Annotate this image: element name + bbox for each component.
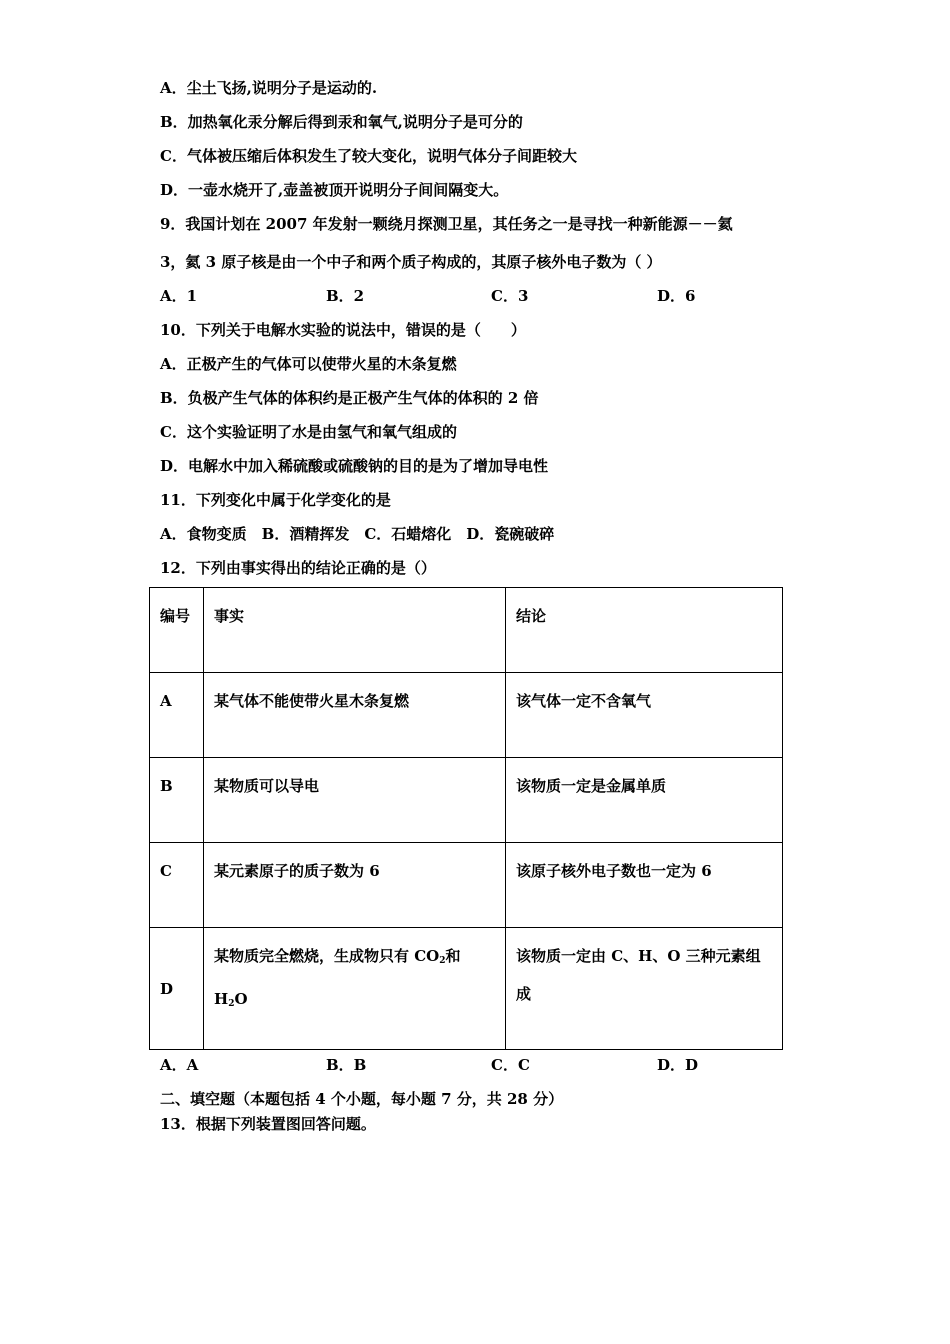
row-id: C <box>150 843 204 928</box>
q11-stem: 11．下列变化中属于化学变化的是 <box>160 491 391 509</box>
q10-option-a: A．正极产生的气体可以使带火星的木条复燃 <box>160 355 457 373</box>
table-header-row <box>150 588 783 673</box>
q9-option-b: B．2 <box>326 287 365 305</box>
fact-text-mid: 和 H <box>214 947 461 1008</box>
q12-stem: 12．下列由事实得出的结论正确的是（） <box>160 559 436 577</box>
table-row <box>150 843 783 928</box>
row-id: B <box>150 758 204 843</box>
q9-option-a: A．1 <box>160 287 198 305</box>
header-fact: 事实 <box>204 588 506 673</box>
row-conclusion: 该物质一定是金属单质 <box>506 758 783 843</box>
row-fact <box>204 928 506 1050</box>
q9-option-d: D．6 <box>657 287 696 305</box>
fact-text-post: O <box>234 990 248 1008</box>
row-conclusion: 该物质一定由 C、H、O 三种元素组成 <box>506 928 783 1050</box>
q12-facts-table <box>149 587 783 1050</box>
row-fact: 某元素原子的质子数为 6 <box>204 843 506 928</box>
q11-options: A．食物变质 B．酒精挥发 C．石蜡熔化 D．瓷碗破碎 <box>160 525 555 543</box>
q10-stem: 10．下列关于电解水实验的说法中，错误的是（ ） <box>160 321 526 339</box>
section-title: 二、填空题（本题包括 4 个小题，每小题 7 分，共 28 分） <box>160 1090 564 1108</box>
row-fact: 某物质可以导电 <box>204 758 506 843</box>
row-id: A <box>150 673 204 758</box>
q8-option-a: A．尘土飞扬,说明分子是运动的. <box>160 79 378 97</box>
q10-option-b: B．负极产生气体的体积约是正极产生气体的体积的 2 倍 <box>160 389 539 407</box>
table-row <box>150 673 783 758</box>
q8-option-d: D．一壶水烧开了,壶盖被顶开说明分子间间隔变大。 <box>160 181 509 199</box>
table-row <box>150 928 783 1050</box>
q12-option-b: B．B <box>326 1056 367 1074</box>
row-conclusion: 该气体一定不含氧气 <box>506 673 783 758</box>
q10-option-d: D．电解水中加入稀硫酸或硫酸钠的目的是为了增加导电性 <box>160 457 549 475</box>
h2o-subscript: 2 <box>228 999 235 1009</box>
co2-subscript: 2 <box>439 956 446 966</box>
fact-text-pre: 某物质完全燃烧，生成物只有 CO <box>214 947 440 965</box>
q13-stem: 13．根据下列装置图回答问题。 <box>160 1115 376 1133</box>
table-row <box>150 758 783 843</box>
q12-option-d: D．D <box>657 1056 699 1074</box>
row-id: D <box>150 928 204 1050</box>
row-fact: 某气体不能使带火星木条复燃 <box>204 673 506 758</box>
q8-option-c: C．气体被压缩后体积发生了较大变化，说明气体分子间距较大 <box>160 147 577 165</box>
row-conclusion: 该原子核外电子数也一定为 6 <box>506 843 783 928</box>
q12-option-a: A．A <box>160 1056 199 1074</box>
q9-stem-line1: 9．我国计划在 2007 年发射一颗绕月探测卫星，其任务之一是寻找一种新能源－－氦 <box>160 215 733 233</box>
q8-option-b: B．加热氧化汞分解后得到汞和氧气,说明分子是可分的 <box>160 113 523 131</box>
q12-option-c: C．C <box>491 1056 530 1074</box>
q9-option-c: C．3 <box>491 287 529 305</box>
header-id: 编号 <box>150 588 204 673</box>
header-conclusion: 结论 <box>506 588 783 673</box>
q9-stem-line2: 3，氦 3 原子核是由一个中子和两个质子构成的，其原子核外电子数为（ ） <box>160 253 662 271</box>
q10-option-c: C．这个实验证明了水是由氢气和氧气组成的 <box>160 423 457 441</box>
